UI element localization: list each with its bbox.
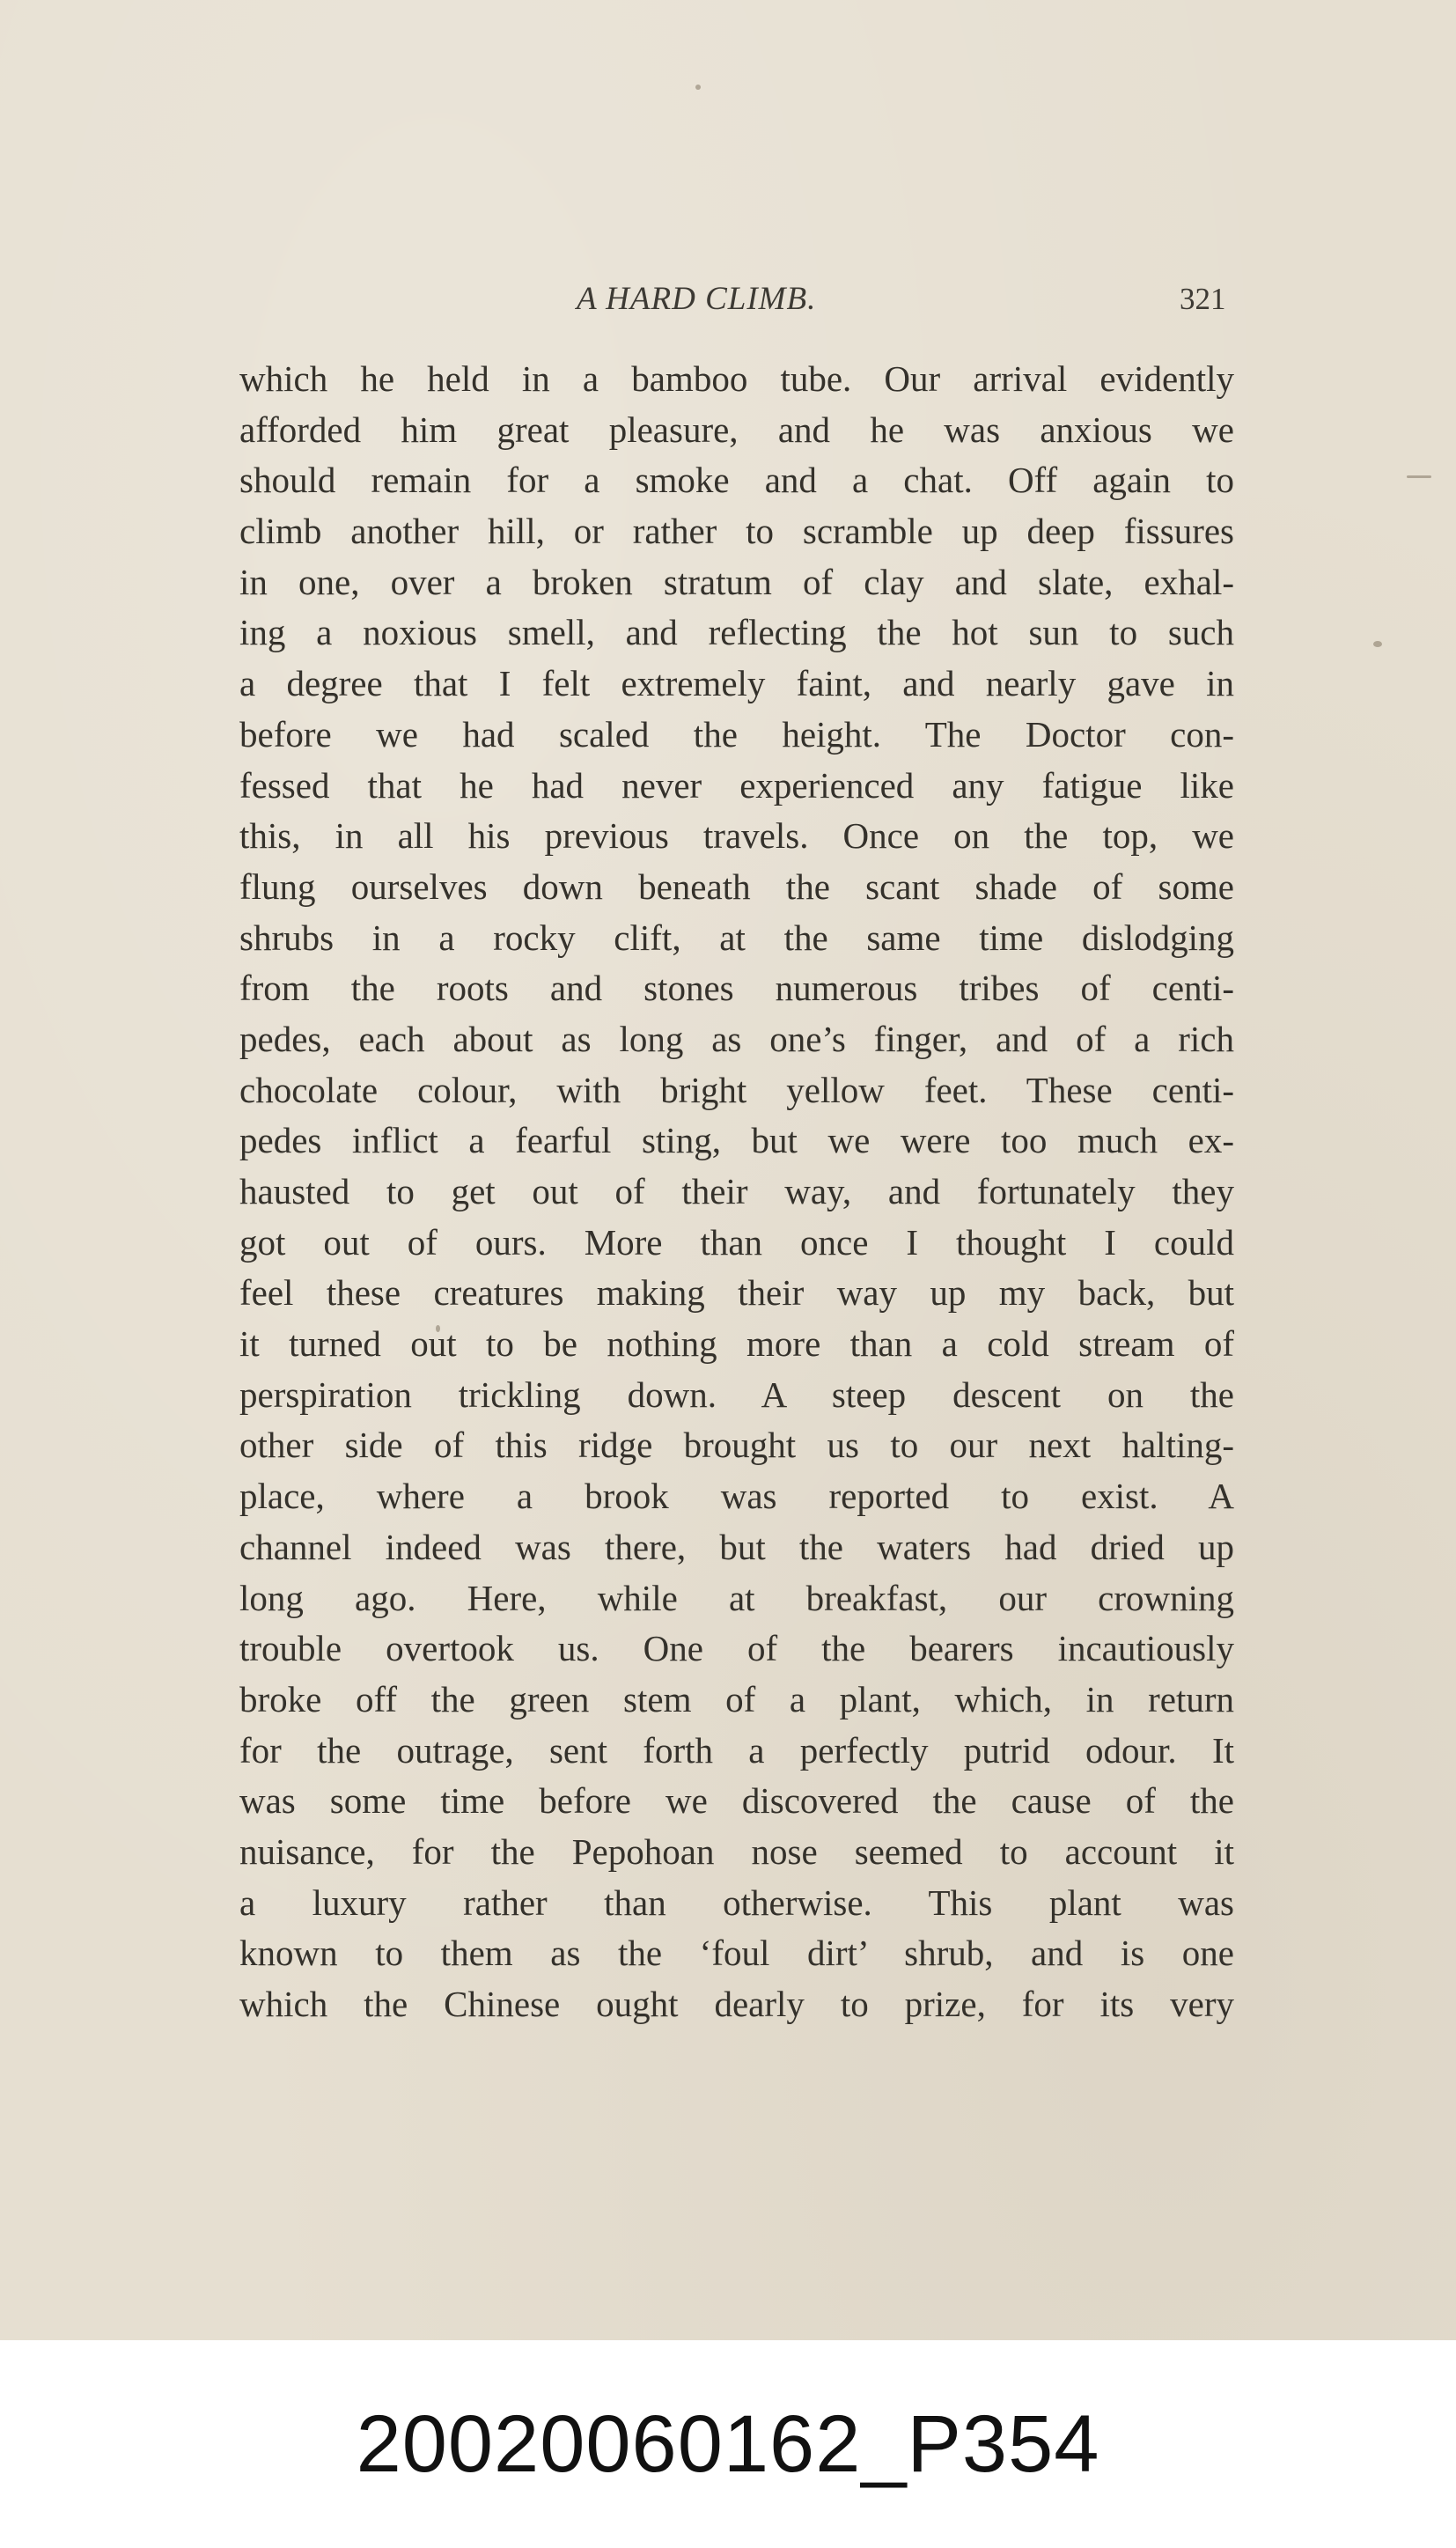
page-number: 321 — [1180, 282, 1226, 316]
text-line: perspiration trickling down. A steep descent on the — [239, 1373, 1234, 1415]
text-line: fessed that he had never experienced any fatigue like — [239, 764, 1234, 806]
text-line: channel indeed was there, but the waters had dried up — [239, 1526, 1234, 1567]
text-line: from the roots and stones numerous tribes of centi- — [239, 968, 1234, 1009]
text-line: was some time before we discovered the cause of the — [239, 1780, 1234, 1822]
text-line: this, in all his previous travels. Once on the top, we — [239, 815, 1234, 857]
text-line: in one, over a broken stratum of clay and slate, exhal- — [239, 561, 1234, 602]
text-line: pedes inflict a fearful sting, but we were too much ex- — [239, 1120, 1234, 1161]
paper-speck — [1407, 475, 1431, 478]
text-line: for the outrage, sent forth a perfectly putrid odour. It — [239, 1729, 1234, 1771]
text-line: climb another hill, or rather to scramble up deep fissures — [239, 511, 1234, 552]
text-line: shrubs in a rocky clift, at the same time dislodging — [239, 917, 1234, 958]
text-line: got out of ours. More than once I thought I could — [239, 1221, 1234, 1263]
text-line: trouble overtook us. One of the bearers incautiously — [239, 1628, 1234, 1669]
text-line: broke off the green stem of a plant, which, in return — [239, 1678, 1234, 1720]
text-line: known to them as the ‘foul dirt’ shrub, and is one — [239, 1933, 1234, 1974]
text-line: nuisance, for the Pepohoan nose seemed to account it — [239, 1830, 1234, 1872]
text-line: should remain for a smoke and a chat. Off again to — [239, 460, 1234, 501]
text-line: which he held in a bamboo tube. Our arrival evidently — [239, 358, 1234, 399]
text-line: place, where a brook was reported to exist. A — [239, 1476, 1234, 1517]
text-line: pedes, each about as long as one’s finger, and of a rich — [239, 1018, 1234, 1059]
text-line: ing a noxious smell, and reflecting the hot sun to such — [239, 612, 1234, 653]
text-line: before we had scaled the height. The Doctor con- — [239, 713, 1234, 755]
text-line: long ago. Here, while at breakfast, our crowning — [239, 1577, 1234, 1618]
text-line: chocolate colour, with bright yellow feet. These centi- — [239, 1069, 1234, 1110]
text-line: which the Chinese ought dearly to prize, for its very — [239, 1984, 1234, 2024]
image-id-caption: 20020060162_P354 — [356, 2398, 1100, 2489]
paper-speck — [695, 85, 701, 90]
text-line: flung ourselves down beneath the scant shade of some — [239, 865, 1234, 907]
text-line: a degree that I felt extremely faint, and nearly gave in — [239, 663, 1234, 704]
body-text — [239, 354, 1234, 2030]
text-line: feel these creatures making their way up my back, but — [239, 1272, 1234, 1314]
running-title: A HARD CLIMB. — [577, 281, 817, 317]
text-line: a luxury rather than otherwise. This plant was — [239, 1882, 1234, 1923]
paper-speck — [1373, 641, 1382, 647]
text-line: hausted to get out of their way, and fortunately they — [239, 1171, 1234, 1211]
text-line: afforded him great pleasure, and he was anxious we — [239, 409, 1234, 450]
text-line: other side of this ridge brought us to our next halting- — [239, 1425, 1234, 1466]
text-line: it turned out to be nothing more than a cold stream of — [239, 1323, 1234, 1365]
